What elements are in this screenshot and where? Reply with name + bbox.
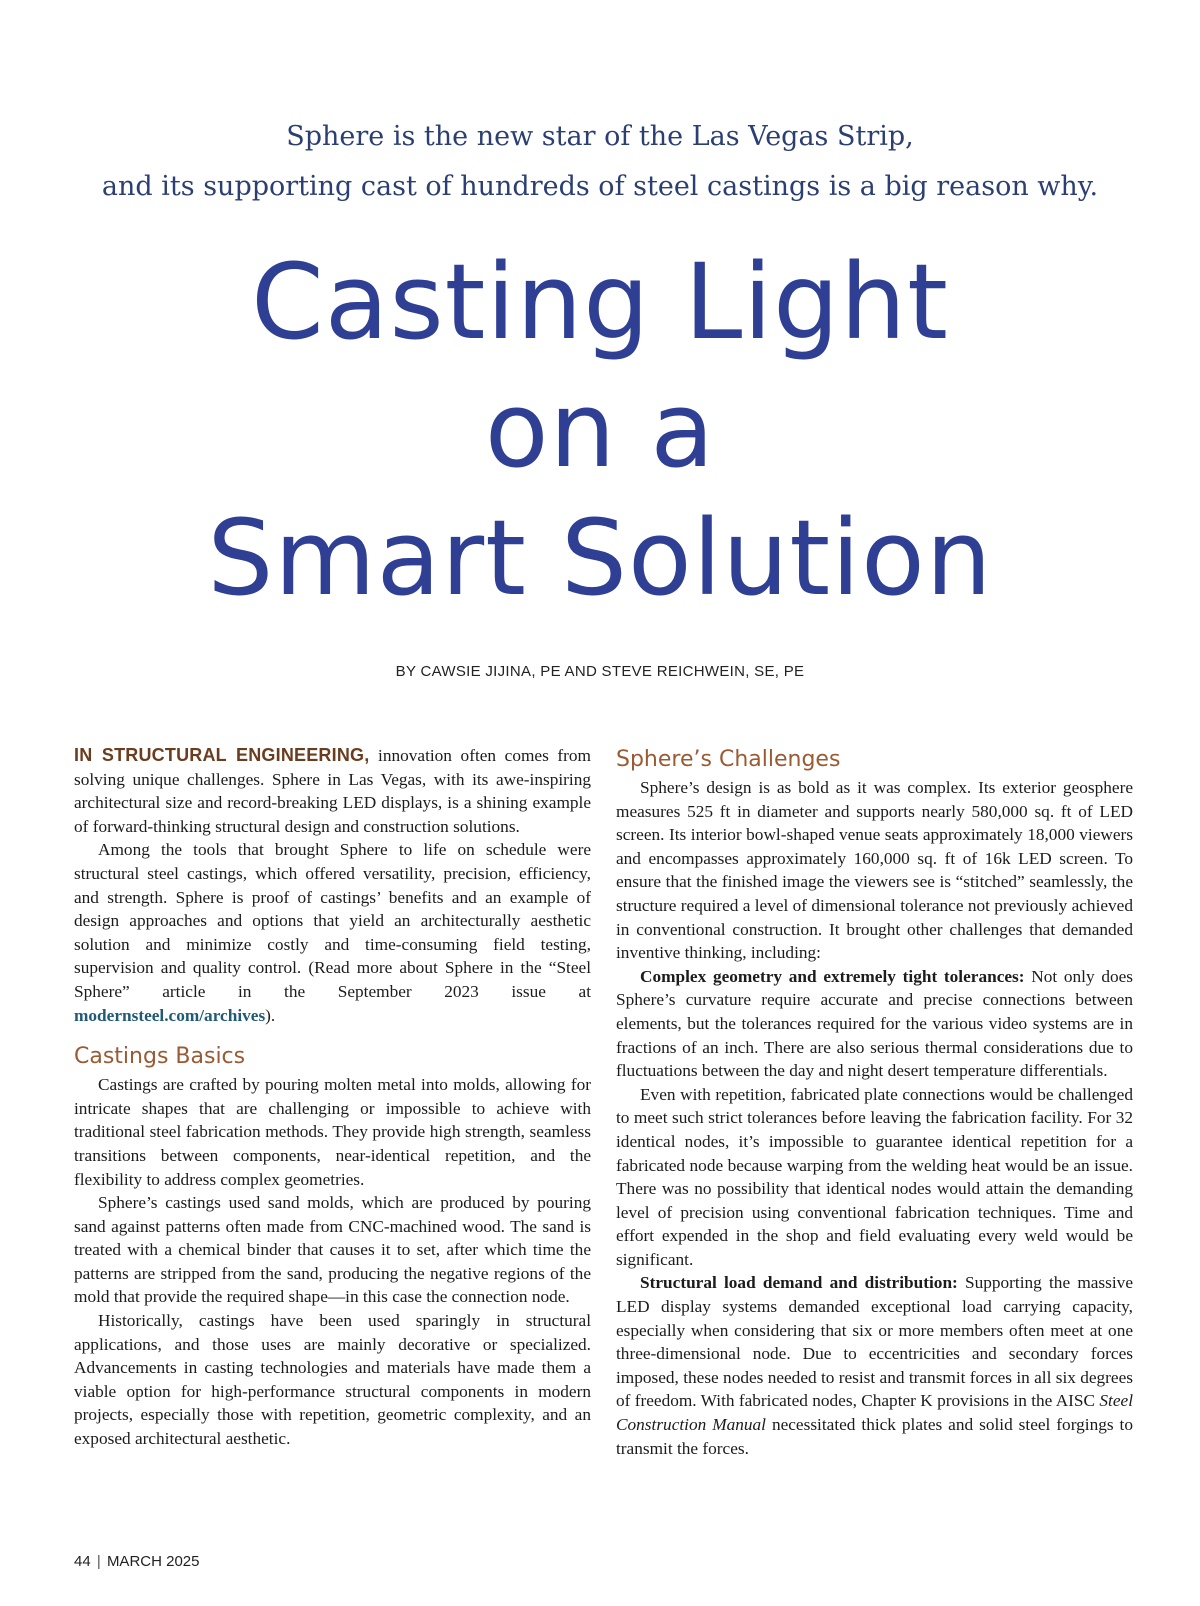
body-paragraph — [616, 965, 1133, 1083]
body-text: ). — [265, 1005, 276, 1025]
body-text: Not only does Sphere’s curvature require accurate and precise connections between elements, but the tolerances required for the various video systems are in fractions of an inch. There are also serious thermal considerations due to fluctuations between the day and night desert temperature differentials. — [616, 966, 1133, 1081]
headline-line-3: Smart Solution — [207, 497, 993, 619]
deck-line-1: Sphere is the new star of the Las Vegas Strip, — [286, 121, 914, 152]
body-paragraph: Castings are crafted by pouring molten metal into molds, allowing for intricate shapes that are challenging or impossible to achieve with traditional steel fabrication methods. They provide high strength, seamless transitions between components, near-identical repetition, and the flexibility to address complex geometries. — [74, 1075, 591, 1189]
book-title: Steel Construction Manual — [616, 1391, 1133, 1435]
body-text: Supporting the massive LED display systems demanded exceptional load carrying capacity, especially when considering that six or more members often meet at one three-dimensional node. Due to eccentricities and secondary forces imposed, these nodes needed to resist and transmit forces in all six degrees of freedom. With fabricated nodes, Chapter K provisions in the AISC — [616, 1273, 1133, 1411]
body-text: necessitated thick plates and solid steel forgings to transmit the forces. — [616, 1415, 1133, 1458]
headline-line-1: Casting Light — [251, 241, 949, 363]
subhead-castings-basics: Castings Basics — [74, 1044, 246, 1070]
lead-in: IN STRUCTURAL ENGINEERING, — [74, 745, 370, 765]
headline — [0, 238, 1200, 622]
body-paragraph — [616, 1271, 1133, 1460]
intro-paragraph — [74, 744, 591, 838]
left-column — [74, 744, 591, 1451]
body-paragraph: Sphere’s castings used sand molds, which are produced by pouring sand against patterns often made from CNC-machined wood. The sand is treated with a chemical binder that causes it to set, after which time the patterns are stripped from the sand, producing the negative regions of the mold that provide the required shape—in this case the connection node. — [74, 1193, 591, 1307]
folio — [74, 1553, 199, 1570]
intro-text: innovation often comes from solving unique challenges. Sphere in Las Vegas, with its awe-inspiring architectural size and record-breaking LED displays, is a shining example of forward-thinking structural design and construction solutions. — [74, 746, 591, 836]
right-column — [616, 746, 1133, 1460]
body-paragraph: Historically, castings have been used sparingly in structural applications, and those uses are mainly decorative or specialized. Advancements in casting technologies and materials have made them a viable option for high-performance structural components in modern projects, especially those with repetition, geometric complexity, and an exposed architectural aesthetic. — [74, 1311, 591, 1449]
subhead-spheres-challenges: Sphere’s Challenges — [616, 747, 841, 772]
page-number: 44 — [74, 1553, 91, 1570]
byline: BY CAWSIE JIJINA, PE AND STEVE REICHWEIN, SE, PE — [395, 663, 805, 680]
deck-line-2: and its supporting cast of hundreds of steel castings is a big reason why. — [101, 171, 1099, 202]
body-paragraph: Sphere’s design is as bold as it was complex. Its exterior geosphere measures 525 ft in diameter and supports nearly 580,000 sq. ft of LED screen. Its interior bowl-shaped venue seats approximately 18,000 viewers and encompasses approximately 160,000 sq. ft of 16k LED screen. To ensure that the finished image the viewers see is “stitched” seamlessly, the structure required a level of dimensional tolerance not previously achieved in conventional construction. It brought other challenges that demanded inventive thinking, including: — [616, 778, 1133, 963]
folio-separator: | — [96, 1553, 101, 1570]
run-in-head: Structural load demand and distribution: — [640, 1273, 958, 1293]
body-paragraph — [74, 838, 591, 1027]
headline-line-2: on a — [484, 369, 716, 491]
archives-link[interactable]: modernsteel.com/archives — [74, 1005, 266, 1025]
issue-date: MARCH 2025 — [106, 1553, 200, 1570]
body-text: Among the tools that brought Sphere to life on schedule were structural steel castings, which offered versatility, precision, efficiency, and strength. Sphere is proof of castings’ benefits and an example of design approaches and options that yield an architecturally aesthetic solution and minimize costly and time-consuming field testing, supervision and quality control. (Read more about Sphere in the “Steel Sphere” article in the September 2023 issue at — [74, 840, 591, 1001]
run-in-head: Complex geometry and extremely tight tolerances: — [640, 966, 1025, 986]
body-paragraph: Even with repetition, fabricated plate connections would be challenged to meet such strict tolerances before leaving the fabrication facility. For 32 identical nodes, it’s impossible to guarantee identical repetition for a fabricated node because warping from the welding heat would be an issue. There was no possibility that identical nodes would attain the demanding level of precision using conventional fabrication techniques. Time and effort expended in the shop and field evaluating every weld would be significant. — [616, 1084, 1133, 1269]
